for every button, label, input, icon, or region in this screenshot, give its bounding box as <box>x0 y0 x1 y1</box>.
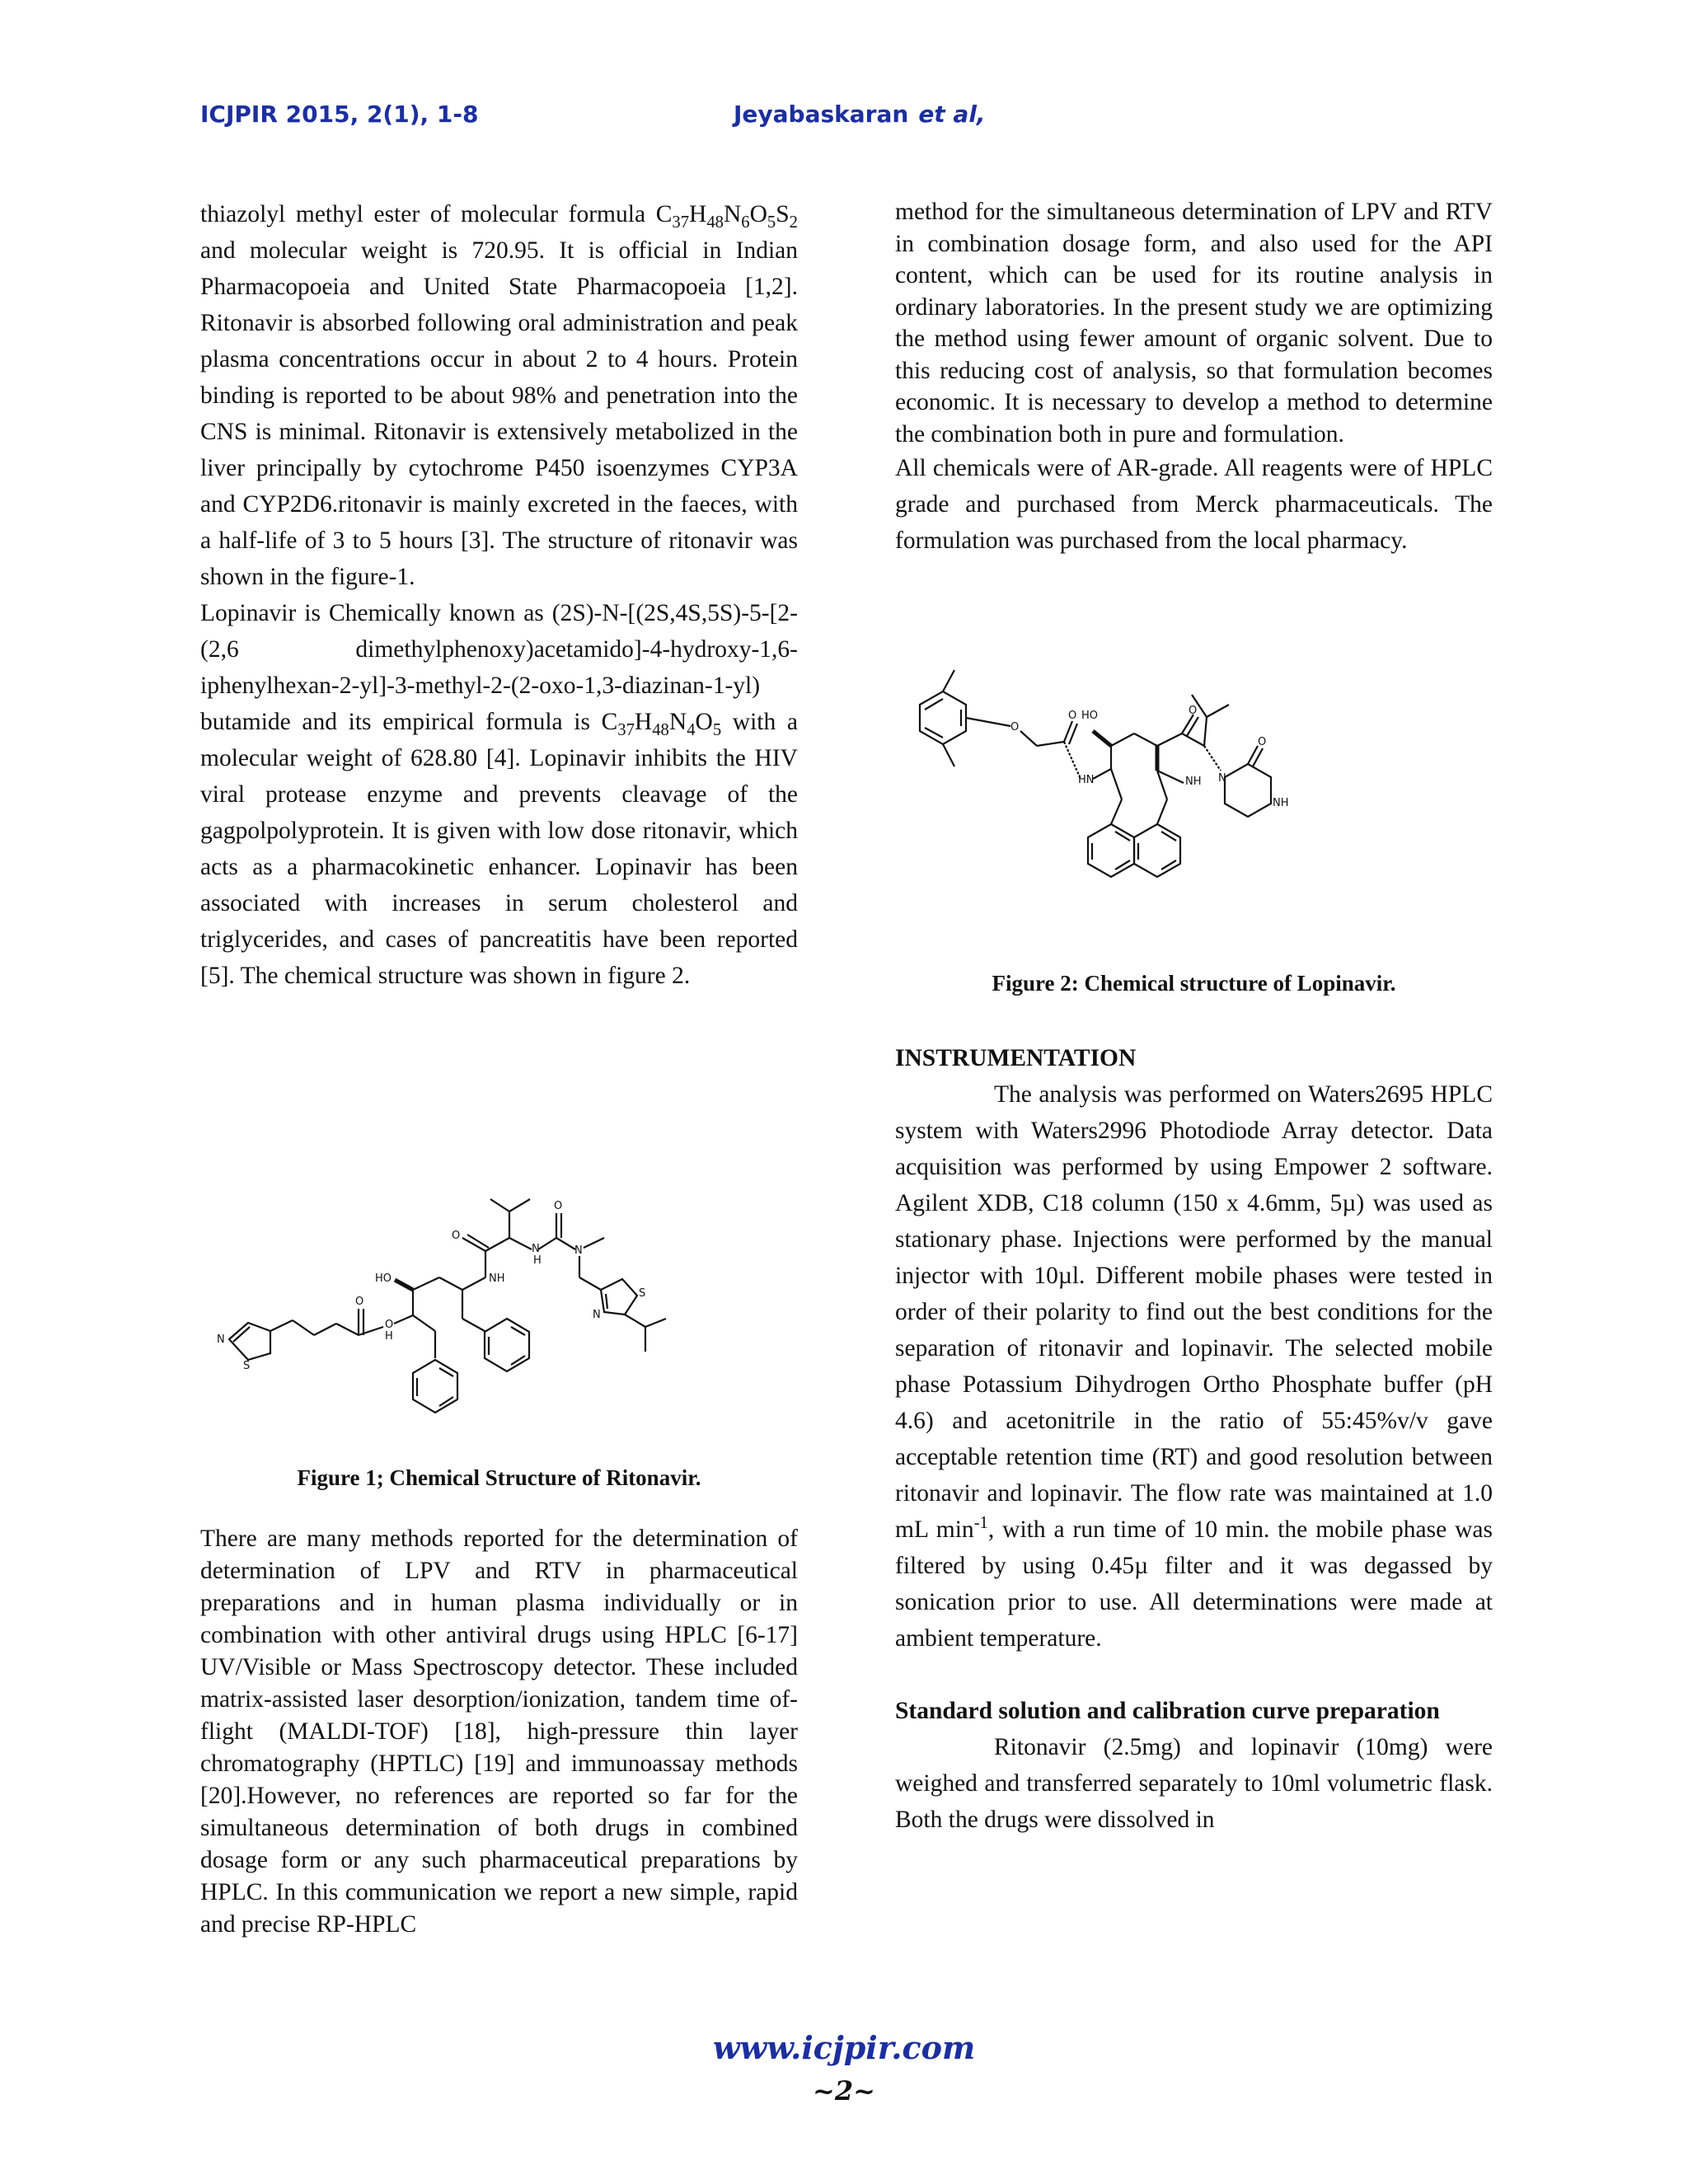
figure-1-caption: Figure 1; Chemical Structure of Ritonavir. <box>297 1465 701 1490</box>
chemicals-paragraph: All chemicals were of AR-grade. All reagents were of HPLC grade and purchased from Merck pharmaceuticals. The formulation was purchased from the local pharmacy. <box>895 455 1493 554</box>
journal-citation: ICJPIR 2015, 2(1), 1-8 <box>200 101 479 128</box>
atom-label: H <box>533 1254 542 1267</box>
instrumentation-heading: INSTRUMENTATION <box>895 1045 1137 1071</box>
atom-label: O <box>1258 736 1267 748</box>
spacer <box>895 1657 1493 1693</box>
figure-1-ritonavir-structure <box>200 1162 798 1434</box>
left-column <box>200 196 798 994</box>
atom-label: HN <box>1078 774 1095 786</box>
atom-label: NH <box>1273 797 1289 809</box>
figure-2-lopinavir-structure <box>895 655 1493 940</box>
atom-label: O <box>1189 705 1198 717</box>
atom-label: N <box>593 1309 601 1321</box>
right-column-continued <box>895 1040 1493 1838</box>
atom-label: N <box>1218 772 1226 785</box>
figure-2-caption: Figure 2: Chemical structure of Lopinavir. <box>992 971 1396 996</box>
ritonavir-paragraph: thiazolyl methyl ester of molecular formula $C_{37}H_{48}N_6O_5S_2$ and molecular weight is 720.95. It is official in Indian Pharmacopoeia and United State Pharmacopoeia [1,2]. Ritonavir is absorbed following oral administration and peak plasma concentrations occur in about 2 to 4 hours. Protein binding is reported to be about 98% and penetration into the CNS is minimal. Ritonavir is extensively metabolized in the liver principally by cytochrome P450 isoenzymes CYP3A and CYP2D6.ritonavir is mainly excreted in the faeces, with a half-life of 3 to 5 hours [3]. The structure of ritonavir was shown in the figure-1. <box>200 201 798 590</box>
method-paragraph: method for the simultaneous determination of LPV and RTV in combination dosage form, and also used for the API content, which can be used for its routine analysis in ordinary laboratories. In the present study we are optimizing the method using fewer amount of organic solvent. Due to this reducing cost of analysis, so that formulation becomes economic. It is necessary to develop a method to determine the combination both in pure and formulation. <box>895 199 1493 448</box>
atom-label: S <box>243 1360 251 1372</box>
atom-label: O <box>1068 710 1077 722</box>
atom-label: N <box>574 1244 583 1257</box>
left-column-continued <box>200 1523 798 1941</box>
author-header <box>734 101 986 128</box>
atom-label: NH <box>1185 776 1202 788</box>
journal-url[interactable]: www.icjpir.com <box>712 2029 976 2066</box>
lopinavir-paragraph: Lopinavir is Chemically known as (2S)-N-[(2S,4S,5S)-5-[2-(2,6 dimethylphenoxy)acetamido]-4-hydroxy-1,6-iphenylhexan-2-yl]-3-methyl-2-(2-oxo-1,3-diazinan-1-yl) butamide and its empirical formula is $C_{37}H_{48}N_4O_5$ with a molecular weight of 628.80 [4]. Lopinavir inhibits the HIV viral protease enzyme and prevents cleavage of the gagpolpolyprotein. It is given with low dose ritonavir, which acts as a pharmacokinetic enhancer. Lopinavir has been associated with increases in serum cholesterol and triglycerides, and cases of pancreatitis have been reported [5]. The chemical structure was shown in figure 2. <box>200 600 798 989</box>
atom-label: S <box>639 1287 646 1300</box>
atom-label: O <box>385 1319 394 1331</box>
atom-label: N <box>217 1333 225 1346</box>
atom-label: NH <box>489 1272 505 1285</box>
instrumentation-paragraph: The analysis was performed on Waters2695 HPLC system with Waters2996 Photodiode Array detector. Data acquisition was performed by using Empower 2 software. Agilent XDB, C18 column (150 x 4.6mm, 5µ) was used as stationary phase. Injections were performed by the manual injector with 10µl. Different mobile phases were tested in order of their polarity to find out the best conditions for the separation of ritonavir and lopinavir. The selected mobile phase Potassium Dihydrogen Ortho Phosphate buffer (pH 4.6) and acetonitrile in the ratio of 55:45%v/v gave acceptable retention time (RT) and good resolution between ritonavir and lopinavir. The flow rate was maintained at 1.0 mL $\min^{-1}$, with a run time of 10 min. the mobile phase was filtered by using 0.45µ filter and it was degassed by sonication prior to use. All determinations were made at ambient temperature. <box>895 1081 1493 1652</box>
methods-paragraph: There are many methods reported for the determination of determination of LPV and RTV in pharmaceutical preparations and in human plasma individually or in combination with other antiviral drugs using HPLC [6-17] UV/Visible or Mass Spectroscopy detector. These included matrix-assisted laser desorption/ionization, tandem time of-flight (MALDI-TOF) [18], high-pressure thin layer chromatography (HPTLC) [19] and immunoassay methods [20].However, no references are reported so far for the simultaneous determination of both drugs in combined dosage form or any such pharmaceutical preparations by HPLC. In this communication we report a new simple, rapid and precise RP-HPLC <box>200 1526 798 1938</box>
standard-solution-paragraph: Ritonavir (2.5mg) and lopinavir (10mg) were weighed and transferred separately to 10ml volumetric flask. Both the drugs were dissolved in <box>895 1734 1493 1833</box>
atom-label: H <box>385 1330 393 1343</box>
atom-label: HO <box>375 1272 392 1285</box>
atom-label: O <box>355 1296 364 1308</box>
author-name: Jeyabaskaran <box>734 101 909 128</box>
page-number: ~2~ <box>813 2075 875 2107</box>
atom-label: O <box>554 1200 563 1212</box>
right-column <box>895 196 1493 559</box>
standard-solution-heading: Standard solution and calibration curve preparation <box>895 1698 1440 1724</box>
et-al: et al, <box>918 101 986 128</box>
atom-label: O <box>1010 721 1020 733</box>
atom-label: O <box>452 1230 461 1242</box>
atom-label: N <box>532 1243 540 1255</box>
atom-label: HO <box>1081 710 1099 722</box>
